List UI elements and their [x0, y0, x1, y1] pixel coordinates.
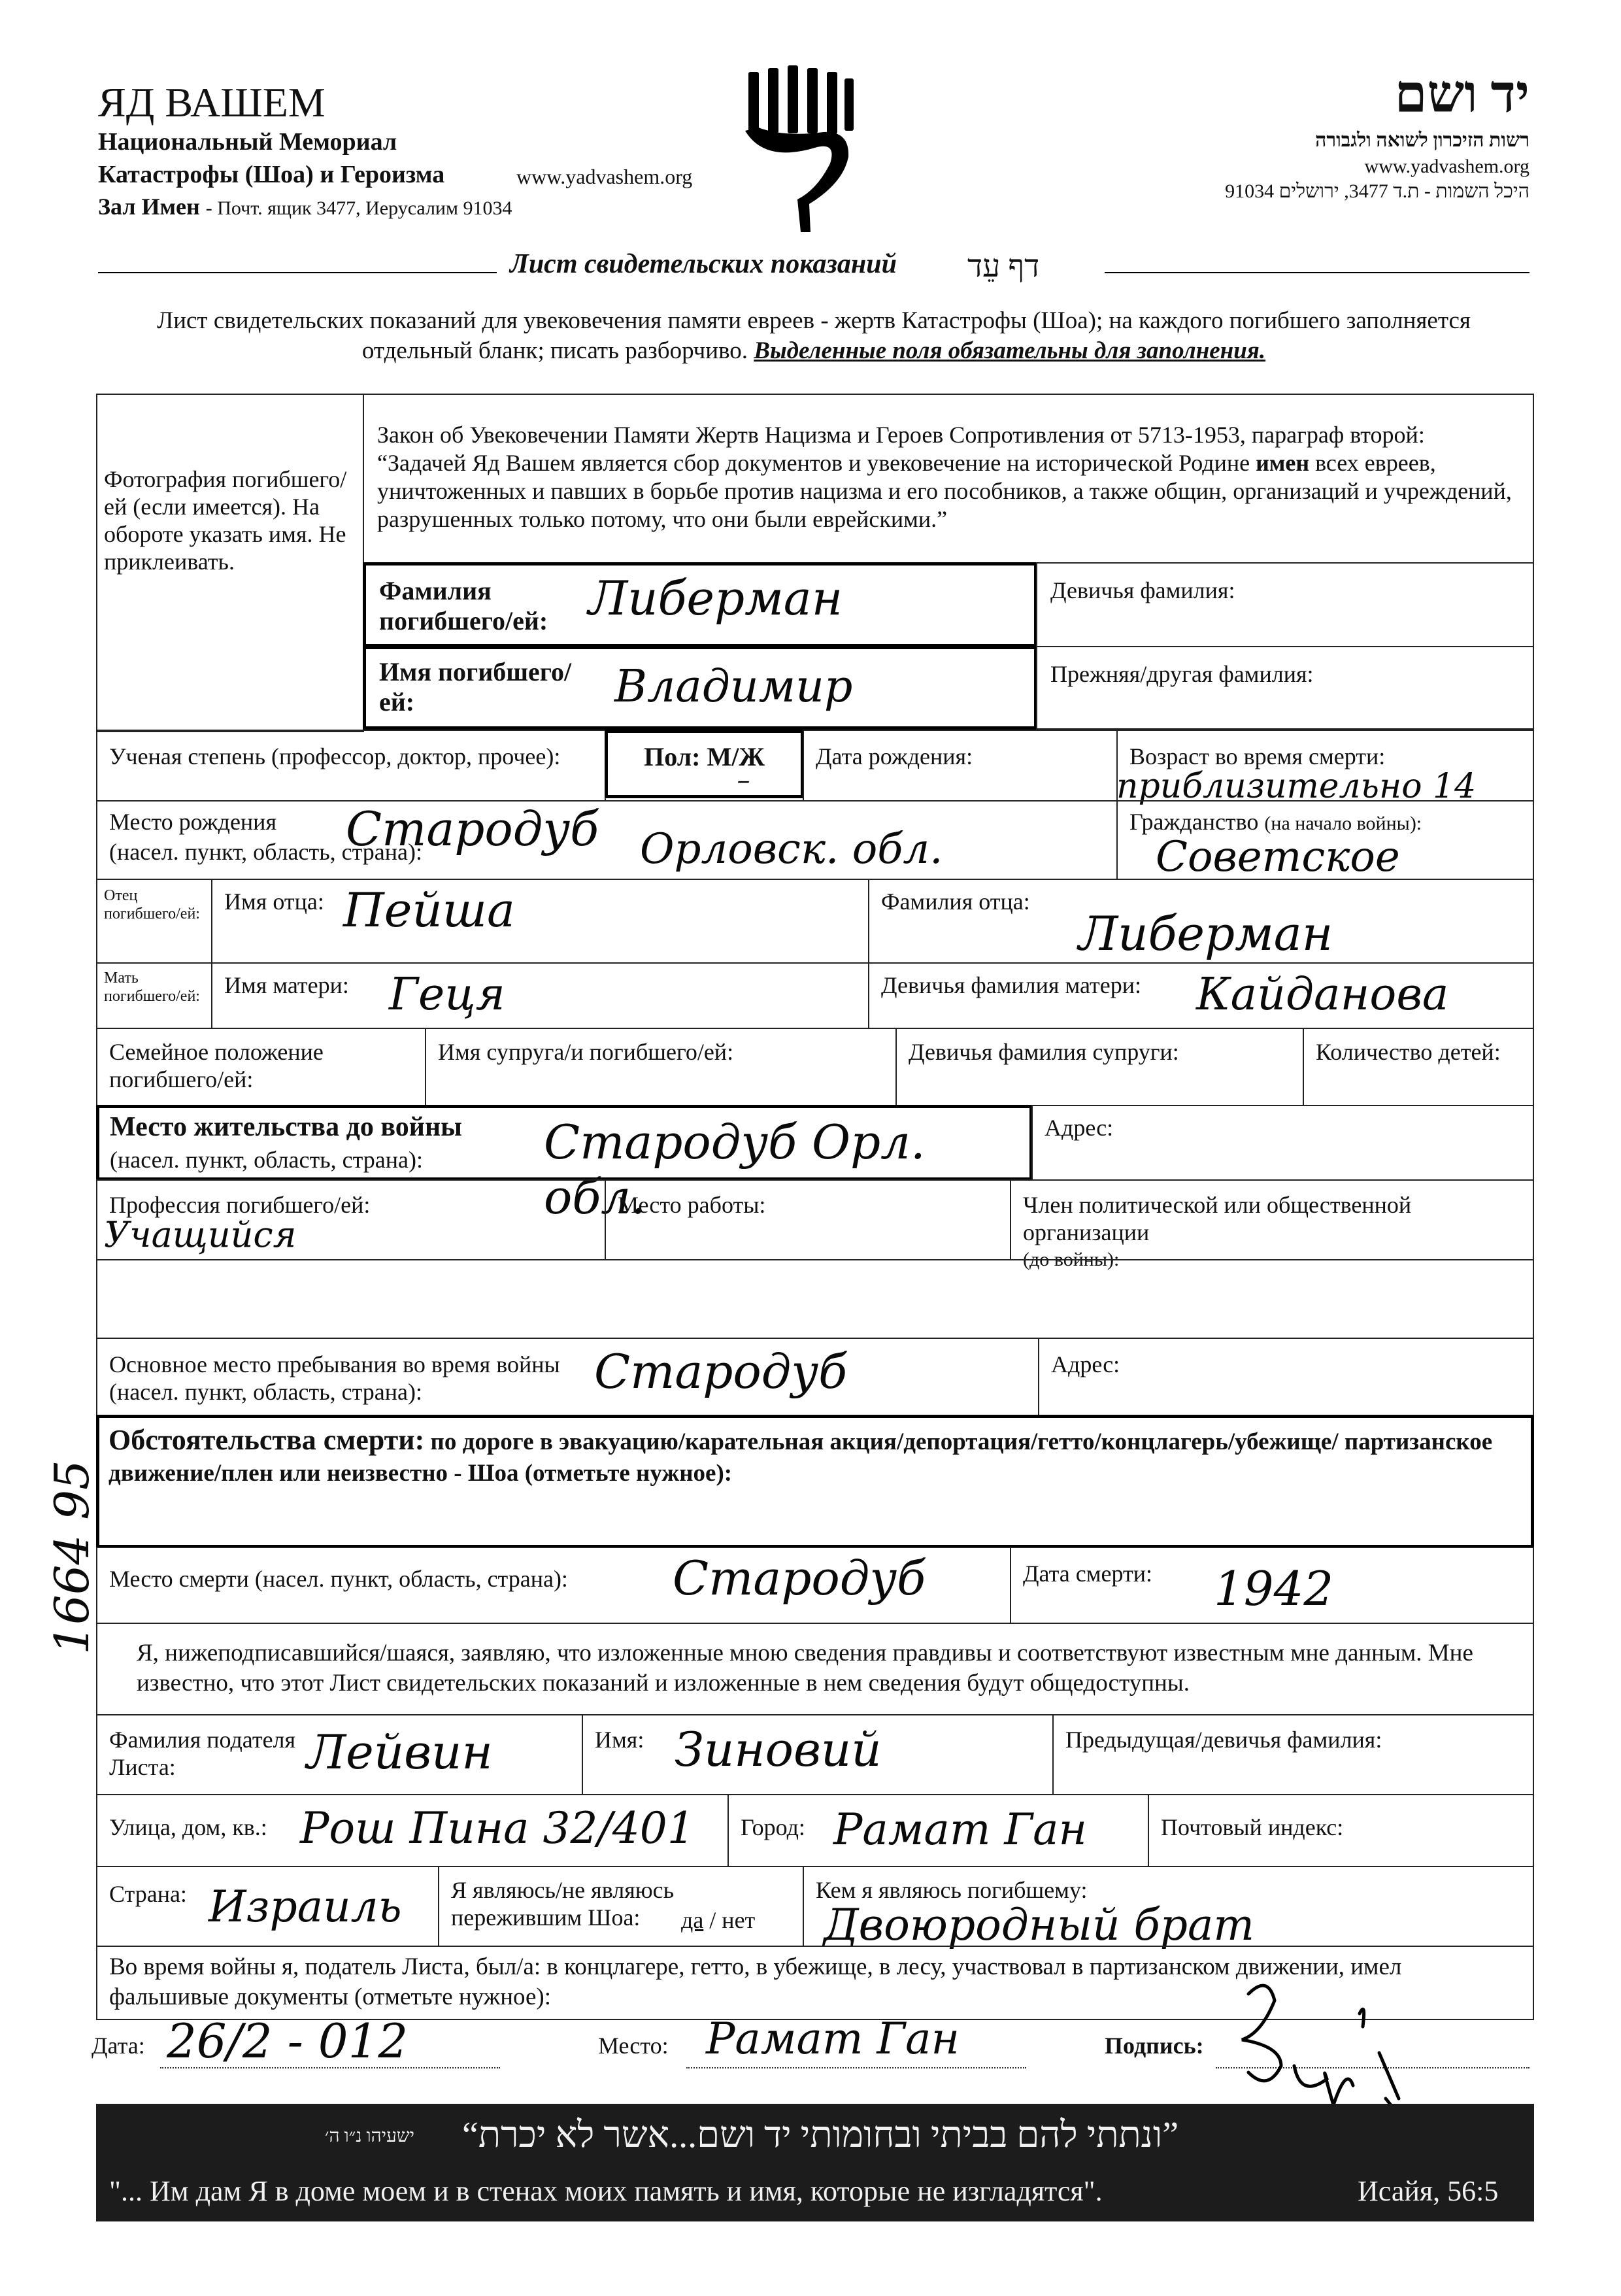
victim-other-surname-label: Прежняя/другая фамилия:	[1050, 661, 1314, 687]
submitter-city-label: Город:	[741, 1814, 805, 1840]
children-label: Количество детей:	[1316, 1039, 1501, 1065]
title-rule-left	[98, 272, 497, 273]
birth-place-value: Стародуб	[346, 802, 599, 856]
hall-of-names-line	[98, 193, 512, 220]
father-surname-field[interactable]	[868, 879, 1534, 964]
death-place-label: Место смерти (насел. пункт, область, страна):	[109, 1566, 568, 1592]
submitter-country-label: Страна:	[109, 1881, 187, 1907]
org-title-he: יד ושם	[1394, 66, 1529, 124]
father-name-label: Имя отца:	[224, 888, 324, 915]
submitter-surname-label: Фамилия подателя Листа:	[109, 1727, 296, 1780]
submitter-zip-field[interactable]	[1148, 1794, 1534, 1867]
relation-field[interactable]	[803, 1866, 1534, 1950]
law-text-before: Закон об Увековечении Памяти Жертв Нацизма и Героев Сопротивления от 5713-1953, параграф второй: “Задачей Яд Вашем является сбор документов и увековечение на исторической Родине	[377, 422, 1425, 476]
residence-value: Стародуб Орл. обл.	[544, 1115, 926, 1224]
birth-place-field[interactable]	[96, 800, 1118, 880]
footer-date-value: 26/2 - 012	[167, 2014, 409, 2068]
form-title-he: דף עֵד	[967, 249, 1040, 284]
org-subtitle-1: Национальный Мемориал	[98, 128, 397, 156]
profession-field[interactable]	[96, 1179, 606, 1260]
law-text-after: всех евреев, уничтоженных и павших в борьбе против нацизма и его пособников, а также общин, организаций и учреждений, разрушенных только потому, что они были еврейскими.”	[377, 450, 1512, 532]
birth-date-field[interactable]	[803, 730, 1118, 802]
age-label: Возраст во время смерти:	[1129, 743, 1386, 769]
workplace-field[interactable]	[605, 1179, 1011, 1260]
residence-address-field[interactable]	[1031, 1105, 1534, 1181]
children-field[interactable]	[1303, 1028, 1534, 1106]
victim-surname-label: Фамилия погибшего/ей:	[379, 576, 548, 635]
footer-date-label: Дата:	[92, 2033, 145, 2059]
citizenship-label: Гражданство	[1129, 809, 1259, 835]
father-side-label-cell	[96, 879, 212, 964]
birth-place-label-2: (насел. пункт, область, страна):	[109, 839, 423, 865]
birth-place-label: Место рождения	[109, 809, 277, 835]
footer-date-line	[160, 2067, 500, 2068]
death-date-field[interactable]	[1010, 1547, 1534, 1624]
mother-maiden-label: Девичья фамилия матери:	[881, 972, 1142, 998]
submitter-name-label: Имя:	[595, 1727, 644, 1753]
marital-field[interactable]	[96, 1028, 426, 1106]
yad-vashem-logo-icon	[739, 65, 863, 235]
submitter-country-value: Израиль	[209, 1882, 402, 1932]
mother-name-label: Имя матери:	[224, 972, 349, 998]
survivor-label: Я являюсь/не являюсь пережившим Шоа:	[451, 1877, 675, 1931]
profession-value: Учащийся	[104, 1214, 297, 1255]
citizenship-note: (на начало войны):	[1264, 813, 1422, 834]
org-member-label: Член политической или общественной организации	[1023, 1192, 1412, 1245]
org-subtitle-2: Катастрофы (Шоа) и Героизма	[98, 161, 445, 188]
banner-hebrew-quote: ”ונתתי להם בביתי ובחומותי יד ושם...אשר לא יכרת“	[462, 2115, 1179, 2155]
website-link[interactable]: www.yadvashem.org	[516, 165, 693, 188]
he-address: היכל השמות - ת.ד 3477, ירושלים 91034	[1225, 180, 1529, 202]
mother-maiden-value: Кайданова	[1196, 969, 1449, 1021]
intro-required-note: Выделенные поля обязательны для заполнения.	[754, 337, 1266, 364]
circumstances-options: по дороге в эвакуацию/карательная акция/депортация/гетто/концлагерь/убежище/ партизанское движение/плен или неизвестно - Шоа (отметьте нужное):	[109, 1428, 1493, 1487]
spouse-name-field[interactable]	[425, 1028, 897, 1106]
photo-box[interactable]	[96, 394, 364, 732]
mother-side-label: Мать погибшего/ей:	[104, 970, 200, 1005]
law-text	[377, 421, 1520, 533]
org-member-field[interactable]	[1010, 1179, 1534, 1270]
birth-date-label: Дата рождения:	[816, 743, 973, 769]
wartime-place-value: Стародуб	[594, 1344, 848, 1399]
victim-surname-value: Либерман	[588, 571, 843, 626]
he-website: www.yadvashem.org	[1364, 156, 1529, 177]
mother-maiden-field[interactable]	[868, 962, 1534, 1029]
victim-other-surname-field[interactable]	[1036, 646, 1534, 730]
footer-place-label: Место:	[598, 2033, 669, 2059]
survivor-field[interactable]	[438, 1866, 804, 1947]
circumstances-text	[109, 1425, 1522, 1489]
margin-record-number: 1664 95	[44, 1460, 99, 1655]
blank-row[interactable]	[96, 1259, 1534, 1339]
death-date-label: Дата смерти:	[1023, 1561, 1153, 1587]
residence-label: Место жительства до войны	[110, 1112, 462, 1142]
hall-address: - Почт. ящик 3477, Иерусалим 91034	[205, 197, 512, 219]
victim-maiden-label: Девичья фамилия:	[1050, 577, 1235, 603]
quote-banner	[96, 2104, 1534, 2221]
spouse-name-label: Имя супруга/и погибшего/ей:	[438, 1039, 734, 1065]
victim-maiden-field[interactable]	[1036, 562, 1534, 647]
submitter-zip-label: Почтовый индекс:	[1161, 1814, 1344, 1840]
handwritten-signature-icon	[1222, 1968, 1405, 2118]
death-date-value: 1942	[1214, 1561, 1334, 1616]
profession-label: Профессия погибшего/ей:	[109, 1192, 371, 1218]
degree-label: Ученая степень (профессор, доктор, прочее):	[109, 743, 561, 769]
title-rule-right	[1105, 272, 1529, 273]
law-box	[363, 394, 1534, 564]
footer-place-line	[686, 2067, 1026, 2068]
org-member-note: (до войны):	[1023, 1249, 1120, 1270]
submitter-street-field[interactable]	[96, 1794, 729, 1867]
wartime-address-label: Адрес:	[1051, 1351, 1120, 1377]
submitter-wartime-text: Во время войны я, податель Листа, был/а: в концлагере, гетто, в убежище, в лесу, участвовал в партизанском движении, имел фальшивые документы (отметьте нужное):	[109, 1953, 1402, 2010]
intro-paragraph	[111, 306, 1516, 366]
citizenship-value: Советское	[1156, 833, 1400, 881]
footer-signature-label: Подпись:	[1105, 2033, 1204, 2059]
submitter-city-value: Рамат Ган	[833, 1804, 1087, 1855]
mother-name-field[interactable]	[211, 962, 869, 1029]
father-name-field[interactable]	[211, 879, 869, 964]
survivor-yes[interactable]: да	[681, 1907, 704, 1933]
father-side-label: Отец погибшего/ей:	[104, 887, 200, 922]
residence-address-label: Адрес:	[1044, 1115, 1114, 1141]
mother-name-value: Геця	[389, 969, 505, 1021]
degree-field[interactable]	[96, 730, 606, 802]
wartime-address-field[interactable]	[1038, 1338, 1534, 1416]
submitter-surname-value: Лейвин	[307, 1725, 493, 1780]
photo-box-instructions: Фотография погибшего/ей (если имеется). На обороте указать имя. Не приклеивать.	[104, 466, 347, 575]
spouse-maiden-field[interactable]	[895, 1028, 1304, 1106]
org-title-ru: ЯД ВАШЕМ	[98, 79, 326, 126]
submitter-name-field[interactable]	[582, 1714, 1054, 1795]
banner-hebrew-ref: ישעיהו נ״ו ה׳	[325, 2126, 415, 2146]
wartime-place-label: Основное место пребывания во время войны (насел. пункт, область, страна):	[109, 1351, 560, 1405]
hall-label: Зал Имен	[98, 194, 200, 220]
relation-label: Кем я являюсь погибшему:	[816, 1877, 1088, 1903]
footer-place-value: Рамат Ган	[706, 2014, 960, 2064]
law-bold-word: имен	[1256, 450, 1310, 476]
declaration-text: Я, нижеподписавшийся/шаяся, заявляю, что изложенные мною сведения правдивы и соответствуют известным мне данным. Мне известно, что этот Лист свидетельских показаний и изложенные в нем сведения будут общедоступны.	[137, 1640, 1473, 1697]
circumstances-field[interactable]	[96, 1415, 1534, 1548]
sex-label: Пол: М/Ж	[644, 742, 765, 771]
submitter-city-field[interactable]	[727, 1794, 1149, 1867]
intro-text: Лист свидетельских показаний для увековечения памяти евреев - жертв Катастрофы (Шоа); на каждого погибшего заполняется отдельный бланк; писать разборчиво.	[157, 307, 1471, 364]
victim-firstname-label: Имя погибшего/ей:	[379, 657, 572, 717]
father-surname-value: Либерман	[1078, 906, 1333, 961]
banner-ref: Исайя, 56:5	[1358, 2175, 1499, 2207]
submitter-surname-field[interactable]	[96, 1714, 583, 1795]
survivor-no[interactable]: / нет	[709, 1907, 756, 1933]
banner-russian-quote: "... Им дам Я в доме моем и в стенах моих память и имя, которые не изгладятся".	[109, 2175, 1103, 2207]
victim-firstname-value: Владимир	[614, 661, 853, 713]
sex-field[interactable]	[605, 730, 804, 798]
relation-value: Двоюродный брат	[824, 1900, 1254, 1950]
circumstances-label: Обстоятельства смерти:	[109, 1424, 425, 1456]
mother-side-label-cell	[96, 962, 212, 1029]
wartime-place-field[interactable]	[96, 1338, 1039, 1416]
spouse-maiden-label: Девичья фамилия супруги:	[909, 1039, 1179, 1065]
father-surname-label: Фамилия отца:	[881, 888, 1030, 915]
death-place-field[interactable]	[96, 1547, 1011, 1624]
submitter-street-value: Рош Пина 32/401	[300, 1803, 695, 1853]
age-field[interactable]	[1116, 730, 1534, 806]
age-value: приблизительно 14	[1116, 767, 1477, 806]
residence-label-2: (насел. пункт, область, страна):	[110, 1147, 424, 1173]
submitter-country-field[interactable]	[96, 1866, 439, 1947]
marital-label: Семейное положение погибшего/ей:	[109, 1039, 324, 1092]
submitter-street-label: Улица, дом, кв.:	[109, 1814, 267, 1840]
death-place-value: Стародуб	[673, 1551, 926, 1606]
submitter-prev-label: Предыдущая/девичья фамилия:	[1065, 1727, 1382, 1753]
victim-firstname-field[interactable]	[363, 646, 1037, 730]
birth-region-value: Орловск. обл.	[640, 825, 943, 873]
submitter-name-value: Зиновий	[675, 1722, 882, 1777]
victim-surname-field[interactable]	[363, 562, 1037, 647]
he-subtitle: רשות הזיכרון לשואה ולגבורה	[1315, 129, 1529, 151]
father-name-value: Пейша	[343, 883, 515, 937]
submitter-prev-field[interactable]	[1052, 1714, 1534, 1795]
form-title: Лист свидетельских показаний	[510, 249, 897, 279]
workplace-label: Место работы:	[618, 1192, 766, 1218]
citizenship-field[interactable]	[1116, 800, 1534, 880]
declaration-box	[96, 1623, 1534, 1715]
sex-mark: –	[737, 766, 750, 796]
survivor-options	[681, 1906, 755, 1934]
